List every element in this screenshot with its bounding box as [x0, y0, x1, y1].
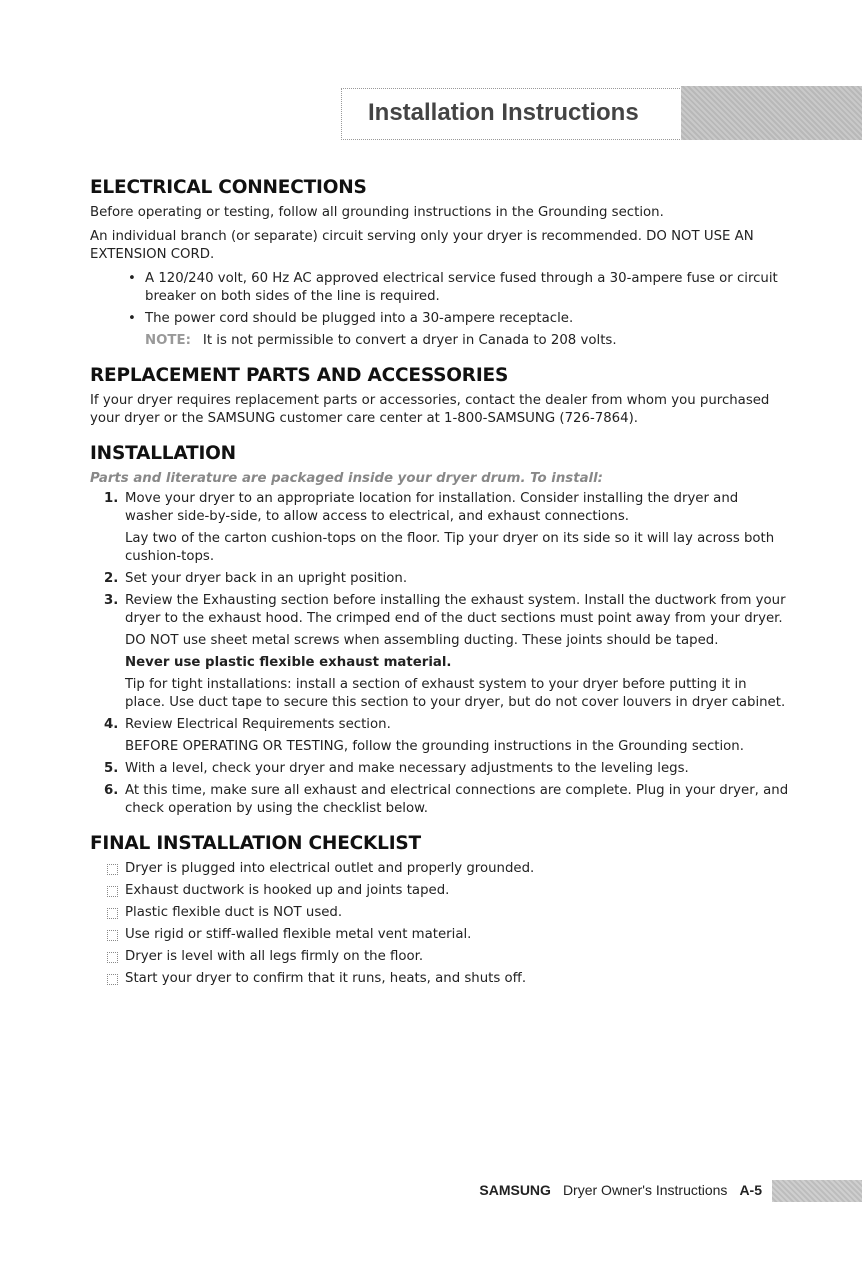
bullet-text: The power cord should be plugged into a 30-ampere receptacle. [145, 311, 574, 326]
checklist-text: Plastic flexible duct is NOT used. [125, 905, 343, 920]
step-text: Set your dryer back in an upright position. [125, 571, 408, 586]
header-pattern [681, 86, 862, 140]
installation-heading: INSTALLATION [90, 443, 236, 464]
checkbox-icon[interactable] [107, 864, 118, 875]
step-item [90, 570, 790, 588]
document-body [90, 176, 790, 992]
note-label: NOTE: [145, 333, 191, 348]
page-title: Installation Instructions [368, 99, 639, 126]
checklist-text: Start your dryer to confirm that it runs, heats, and shuts off. [125, 971, 527, 986]
installation-intro: Parts and literature are packaged inside your dryer drum. To install: [90, 471, 603, 486]
checklist-item [90, 882, 790, 900]
checklist [90, 860, 790, 988]
step-subtext: DO NOT use sheet metal screws when assembling ducting. These joints should be taped. [125, 633, 719, 648]
paragraph: Before operating or testing, follow all grounding instructions in the Grounding section. [90, 205, 664, 220]
checklist-item [90, 926, 790, 944]
step-item [90, 592, 790, 628]
step-number: 6. [104, 783, 119, 798]
step-number: 2. [104, 571, 119, 586]
paragraph: If your dryer requires replacement parts or accessories, contact the dealer from whom you purchased your dryer or the SAMSUNG customer care center at 1-800-SAMSUNG (726-7864). [90, 393, 770, 426]
bullet-item: • The power cord should be plugged into a 30-ampere receptacle. [128, 311, 574, 326]
footer [479, 1182, 762, 1198]
checkbox-icon[interactable] [107, 952, 118, 963]
step-text: Review the Exhausting section before installing the exhaust system. Install the ductwork from your dryer to the exhaust hood. The crimped end of the duct sections must point away from your dryer. [125, 593, 786, 626]
checklist-item [90, 948, 790, 966]
footer-title: Dryer Owner's Instructions [562, 1182, 728, 1198]
note [90, 332, 790, 350]
electrical-heading: ELECTRICAL CONNECTIONS [90, 177, 367, 198]
checklist-item [90, 904, 790, 922]
step-number: 1. [104, 491, 119, 506]
paragraph: An individual branch (or separate) circuit serving only your dryer is recommended. DO NOT USE AN EXTENSION CORD. [90, 229, 754, 262]
page-number: A-5 [739, 1182, 762, 1198]
step-number: 3. [104, 593, 119, 608]
step-subtext: Lay two of the carton cushion-tops on the floor. Tip your dryer on its side so it will lay across both cushion-tops. [125, 531, 775, 564]
bullet-item: • A 120/240 volt, 60 Hz AC approved electrical service fused through a 30-ampere fuse or circuit breaker on both sides of the line is required. [128, 271, 778, 304]
checklist-heading: FINAL INSTALLATION CHECKLIST [90, 833, 421, 854]
checklist-text: Dryer is level with all legs firmly on the floor. [125, 949, 424, 964]
checklist-item [90, 860, 790, 878]
footer-pattern [772, 1180, 862, 1202]
footer-brand: SAMSUNG [479, 1182, 551, 1198]
step-subtext: Tip for tight installations: install a section of exhaust system to your dryer before putting it in place. Use duct tape to secure this section to your dryer, but do not cover louvers in dryer cabinet. [125, 677, 786, 710]
checkbox-icon[interactable] [107, 908, 118, 919]
checklist-text: Use rigid or stiff-walled flexible metal vent material. [125, 927, 472, 942]
checklist-item [90, 970, 790, 988]
checkbox-icon[interactable] [107, 974, 118, 985]
bullet-text: A 120/240 volt, 60 Hz AC approved electrical service fused through a 30-ampere fuse or circuit breaker on both sides of the line is required. [145, 271, 778, 304]
checkbox-icon[interactable] [107, 930, 118, 941]
step-text: Review Electrical Requirements section. [125, 717, 391, 732]
step-item [90, 760, 790, 778]
replacement-heading: REPLACEMENT PARTS AND ACCESSORIES [90, 365, 509, 386]
step-text: At this time, make sure all exhaust and electrical connections are complete. Plug in your dryer, and check operation by using the checklist below. [125, 783, 789, 816]
step-number: 4. [104, 717, 119, 732]
checklist-text: Dryer is plugged into electrical outlet and properly grounded. [125, 861, 535, 876]
checklist-text: Exhaust ductwork is hooked up and joints taped. [125, 883, 450, 898]
step-item [90, 716, 790, 734]
step-item [90, 490, 790, 526]
step-text: With a level, check your dryer and make necessary adjustments to the leveling legs. [125, 761, 689, 776]
note-text: It is not permissible to convert a dryer in Canada to 208 volts. [202, 333, 617, 348]
checkbox-icon[interactable] [107, 886, 118, 897]
step-text: Move your dryer to an appropriate location for installation. Consider installing the dryer and washer side-by-side, to allow access to electrical, and exhaust connections. [125, 491, 739, 524]
installation-steps [90, 490, 790, 818]
step-number: 5. [104, 761, 119, 776]
step-subtext: Never use plastic flexible exhaust material. [125, 655, 452, 670]
step-item [90, 782, 790, 818]
step-subtext: BEFORE OPERATING OR TESTING, follow the grounding instructions in the Grounding section. [125, 739, 744, 754]
